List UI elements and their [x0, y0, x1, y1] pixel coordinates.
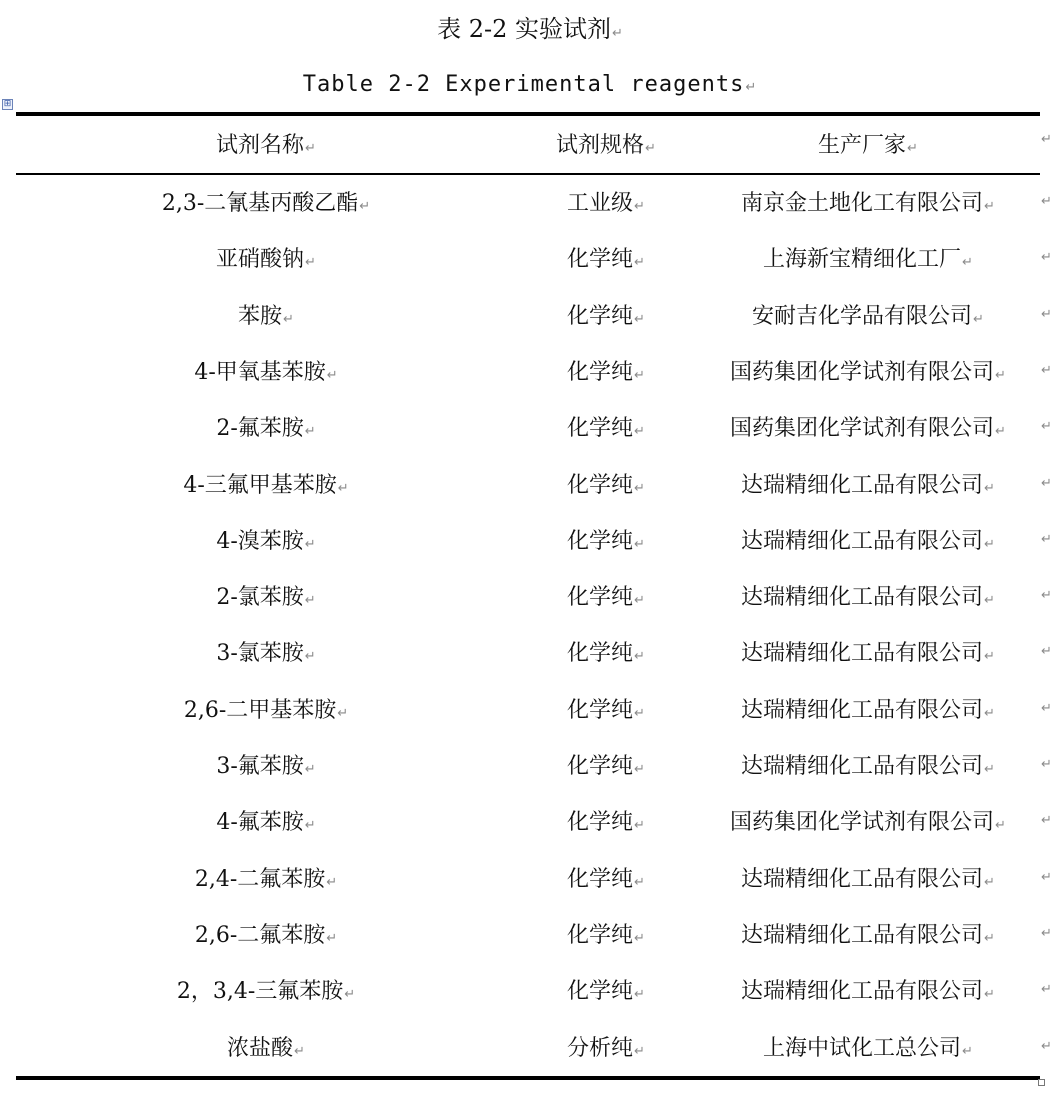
cell-manufacturer-text: 达瑞精细化工品有限公司: [741, 585, 984, 611]
table-move-handle-icon[interactable]: ⊞: [3, 99, 12, 109]
cell-grade-text: 化学纯: [567, 359, 634, 385]
table-row: [16, 232, 1040, 288]
paragraph-mark-icon: ↵: [612, 26, 623, 41]
table-row: [16, 739, 1040, 795]
row-end-mark-icon: ↵: [1041, 757, 1052, 772]
cell-grade: [516, 852, 696, 908]
row-end-mark-icon: ↵: [1041, 588, 1052, 604]
cell-grade: [516, 289, 696, 345]
cell-manufacturer-text: 达瑞精细化工品有限公司: [741, 866, 984, 892]
paragraph-mark-icon: ↵: [634, 199, 645, 214]
cell-manufacturer: [696, 1021, 1040, 1077]
paragraph-mark-icon: ↵: [304, 818, 316, 834]
cell-name-text: 2-氟苯胺: [216, 416, 304, 442]
row-end-mark-icon: ↵: [1041, 925, 1052, 941]
cell-name: [16, 739, 516, 795]
cell-name: [16, 176, 516, 232]
cell-grade: [516, 514, 696, 570]
cell-name: [16, 232, 516, 288]
cell-name: [16, 570, 516, 626]
cell-name-text: 4-氟苯胺: [216, 810, 304, 836]
paragraph-mark-icon: ↵: [984, 930, 995, 946]
cell-manufacturer-text: 国药集团化学试剂有限公司: [730, 810, 995, 836]
paragraph-mark-icon: ↵: [995, 367, 1006, 383]
cell-name: [16, 626, 516, 682]
paragraph-mark-icon: ↵: [634, 987, 645, 1003]
cell-grade: [516, 458, 696, 514]
paragraph-mark-icon: ↵: [337, 480, 349, 496]
row-end-mark-icon: ↵: [1041, 362, 1052, 378]
cell-grade: [516, 908, 696, 964]
cell-grade-text: 化学纯: [567, 641, 634, 667]
header-cell-manufacturer: [696, 118, 1040, 174]
table-header-row: [16, 118, 1040, 174]
row-end-mark-icon: ↵: [1041, 194, 1052, 209]
cell-name: [16, 908, 516, 964]
cell-grade-text: 化学纯: [567, 247, 634, 273]
paragraph-mark-icon: ↵: [326, 367, 338, 383]
paragraph-mark-icon: ↵: [634, 818, 645, 834]
cell-name: [16, 964, 516, 1020]
cell-manufacturer: [696, 683, 1040, 739]
paragraph-mark-icon: ↵: [984, 649, 995, 665]
paragraph-mark-icon: ↵: [305, 141, 316, 156]
cell-grade: [516, 739, 696, 795]
cell-grade-text: 化学纯: [567, 697, 634, 723]
paragraph-mark-icon: ↵: [984, 199, 995, 214]
cell-name-text: 2,6-二甲基苯胺: [183, 697, 337, 723]
paragraph-mark-icon: ↵: [962, 1043, 973, 1059]
paragraph-mark-icon: ↵: [984, 987, 995, 1003]
cell-grade: [516, 570, 696, 626]
table-row: [16, 852, 1040, 908]
row-end-mark-icon: ↵: [1041, 419, 1052, 435]
cell-manufacturer-text: 国药集团化学试剂有限公司: [730, 416, 995, 442]
table-row: [16, 1021, 1040, 1077]
header-manufacturer-text: 生产厂家: [818, 133, 907, 158]
cell-name-text: 3-氟苯胺: [216, 754, 304, 779]
paragraph-mark-icon: ↵: [984, 480, 995, 496]
header-cell-name: [16, 118, 516, 174]
paragraph-mark-icon: ↵: [634, 649, 645, 665]
paragraph-mark-icon: ↵: [283, 311, 294, 327]
row-end-mark-icon: ↵: [1041, 132, 1052, 147]
cell-name-text: 浓盐酸: [227, 1035, 294, 1061]
cell-name-text: 4-甲氧基苯胺: [194, 359, 326, 385]
cell-name: [16, 345, 516, 401]
table-row: [16, 683, 1040, 739]
table-row: [16, 908, 1040, 964]
cell-manufacturer: [696, 964, 1040, 1020]
paragraph-mark-icon: ↵: [634, 930, 645, 946]
paragraph-mark-icon: ↵: [995, 818, 1006, 834]
paragraph-mark-icon: ↵: [984, 705, 995, 721]
cell-grade-text: 化学纯: [567, 754, 634, 779]
paragraph-mark-icon: ↵: [984, 536, 995, 552]
paragraph-mark-icon: ↵: [326, 930, 338, 946]
cell-manufacturer: [696, 289, 1040, 345]
cell-grade: [516, 964, 696, 1020]
cell-manufacturer-text: 达瑞精细化工品有限公司: [741, 641, 984, 667]
row-end-mark-icon: ↵: [1041, 531, 1052, 547]
cell-manufacturer-text: 安耐吉化学品有限公司: [752, 303, 973, 329]
cell-manufacturer: [696, 345, 1040, 401]
cell-name-text: 4-三氟甲基苯胺: [183, 472, 337, 498]
paragraph-mark-icon: ↵: [984, 762, 995, 777]
paragraph-mark-icon: ↵: [645, 141, 656, 156]
cell-manufacturer-text: 达瑞精细化工品有限公司: [741, 979, 984, 1005]
table-caption-chinese: [0, 12, 1060, 46]
paragraph-mark-icon: ↵: [294, 1043, 305, 1059]
paragraph-mark-icon: ↵: [634, 255, 645, 271]
caption-en-text: Table 2-2 Experimental reagents: [302, 72, 745, 97]
cell-name-text: 苯胺: [238, 303, 283, 329]
header-name-text: 试剂名称: [216, 133, 305, 158]
cell-manufacturer: [696, 458, 1040, 514]
header-grade-text: 试剂规格: [556, 133, 645, 158]
cell-manufacturer-text: 达瑞精细化工品有限公司: [741, 472, 984, 498]
cell-manufacturer: [696, 908, 1040, 964]
cell-name: [16, 852, 516, 908]
paragraph-mark-icon: ↵: [984, 593, 995, 609]
paragraph-mark-icon: ↵: [634, 480, 645, 496]
cell-manufacturer-text: 上海新宝精细化工厂: [763, 247, 962, 273]
header-cell-grade: [516, 118, 696, 174]
paragraph-mark-icon: ↵: [304, 649, 316, 665]
table-row: [16, 289, 1040, 345]
paragraph-mark-icon: ↵: [634, 311, 645, 327]
table-row: [16, 964, 1040, 1020]
cell-grade-text: 化学纯: [567, 528, 634, 554]
cell-name-text: 2,4-二氟苯胺: [194, 866, 326, 892]
cell-manufacturer-text: 达瑞精细化工品有限公司: [741, 754, 984, 779]
cell-name: [16, 401, 516, 457]
table-row: [16, 458, 1040, 514]
paragraph-mark-icon: ↵: [634, 705, 645, 721]
cell-grade-text: 化学纯: [567, 472, 634, 498]
row-end-mark-icon: ↵: [1041, 1038, 1052, 1054]
paragraph-mark-icon: ↵: [962, 255, 973, 271]
table-top-rule: [16, 112, 1040, 116]
cell-manufacturer-text: 达瑞精细化工品有限公司: [741, 528, 984, 554]
row-end-mark-icon: ↵: [1041, 250, 1052, 266]
cell-name: [16, 795, 516, 851]
table-resize-handle-icon[interactable]: [1038, 1079, 1045, 1086]
cell-manufacturer-text: 达瑞精细化工品有限公司: [741, 922, 984, 948]
table-row: [16, 570, 1040, 626]
row-end-mark-icon: ↵: [1041, 869, 1052, 885]
cell-manufacturer: [696, 739, 1040, 795]
cell-manufacturer-text: 国药集团化学试剂有限公司: [730, 359, 995, 385]
cell-grade: [516, 232, 696, 288]
row-end-mark-icon: ↵: [1041, 813, 1052, 829]
cell-manufacturer: [696, 570, 1040, 626]
paragraph-mark-icon: ↵: [634, 424, 645, 440]
cell-name: [16, 514, 516, 570]
cell-manufacturer: [696, 401, 1040, 457]
cell-name: [16, 1021, 516, 1077]
paragraph-mark-icon: ↵: [326, 874, 338, 890]
cell-name-text: 2-氯苯胺: [216, 585, 304, 611]
cell-grade-text: 化学纯: [567, 303, 634, 329]
paragraph-mark-icon: ↵: [304, 424, 316, 440]
paragraph-mark-icon: ↵: [304, 593, 316, 609]
table-caption-english: [0, 70, 1060, 100]
cell-manufacturer: [696, 176, 1040, 232]
paragraph-mark-icon: ↵: [337, 705, 349, 721]
paragraph-mark-icon: ↵: [634, 762, 645, 777]
cell-grade-text: 化学纯: [567, 416, 634, 442]
cell-grade-text: 化学纯: [567, 810, 634, 836]
cell-grade: [516, 345, 696, 401]
paragraph-mark-icon: ↵: [634, 1043, 645, 1059]
cell-manufacturer: [696, 514, 1040, 570]
cell-manufacturer: [696, 852, 1040, 908]
cell-manufacturer-text: 上海中试化工总公司: [763, 1035, 962, 1061]
table-row: [16, 795, 1040, 851]
paragraph-mark-icon: ↵: [634, 874, 645, 890]
cell-name-text: 2,6-二氟苯胺: [194, 922, 326, 948]
cell-manufacturer-text: 达瑞精细化工品有限公司: [741, 697, 984, 723]
cell-grade: [516, 683, 696, 739]
cell-grade-text: 化学纯: [567, 866, 634, 892]
cell-grade: [516, 795, 696, 851]
cell-name-text: 3-氯苯胺: [216, 641, 304, 667]
table-row: [16, 176, 1040, 232]
cell-name: [16, 458, 516, 514]
cell-name: [16, 289, 516, 345]
cell-name-text: 2，3,4-三氟苯胺: [176, 979, 344, 1005]
paragraph-mark-icon: ↵: [305, 255, 316, 271]
cell-grade-text: 工业级: [567, 191, 634, 216]
paragraph-mark-icon: ↵: [634, 593, 645, 609]
cell-manufacturer: [696, 232, 1040, 288]
cell-grade-text: 化学纯: [567, 585, 634, 611]
paragraph-mark-icon: ↵: [344, 987, 356, 1003]
cell-grade-text: 分析纯: [567, 1035, 634, 1061]
row-end-mark-icon: ↵: [1041, 700, 1052, 716]
cell-grade: [516, 1021, 696, 1077]
cell-name-text: 亚硝酸钠: [216, 247, 305, 273]
cell-name: [16, 683, 516, 739]
cell-name-text: 2,3-二氰基丙酸乙酯: [161, 191, 359, 216]
paragraph-mark-icon: ↵: [995, 424, 1006, 440]
cell-grade: [516, 176, 696, 232]
row-end-mark-icon: ↵: [1041, 306, 1052, 322]
cell-grade-text: 化学纯: [567, 922, 634, 948]
paragraph-mark-icon: ↵: [984, 874, 995, 890]
caption-cn-text: 表 2-2 实验试剂: [437, 15, 611, 43]
table-row: [16, 345, 1040, 401]
cell-manufacturer: [696, 626, 1040, 682]
row-end-mark-icon: ↵: [1041, 982, 1052, 998]
paragraph-mark-icon: ↵: [304, 536, 316, 552]
table-row: [16, 401, 1040, 457]
paragraph-mark-icon: ↵: [359, 199, 371, 214]
paragraph-mark-icon: ↵: [634, 367, 645, 383]
table-row: [16, 514, 1040, 570]
cell-grade: [516, 626, 696, 682]
paragraph-mark-icon: ↵: [973, 311, 984, 327]
cell-name-text: 4-溴苯胺: [216, 528, 304, 554]
table-row: [16, 626, 1040, 682]
cell-manufacturer: [696, 795, 1040, 851]
cell-grade: [516, 401, 696, 457]
paragraph-mark-icon: ↵: [907, 141, 918, 156]
cell-manufacturer-text: 南京金土地化工有限公司: [741, 191, 984, 216]
row-end-mark-icon: ↵: [1041, 475, 1052, 491]
paragraph-mark-icon: ↵: [745, 80, 758, 95]
paragraph-mark-icon: ↵: [634, 536, 645, 552]
paragraph-mark-icon: ↵: [304, 762, 316, 777]
row-end-mark-icon: ↵: [1041, 644, 1052, 660]
cell-grade-text: 化学纯: [567, 979, 634, 1005]
